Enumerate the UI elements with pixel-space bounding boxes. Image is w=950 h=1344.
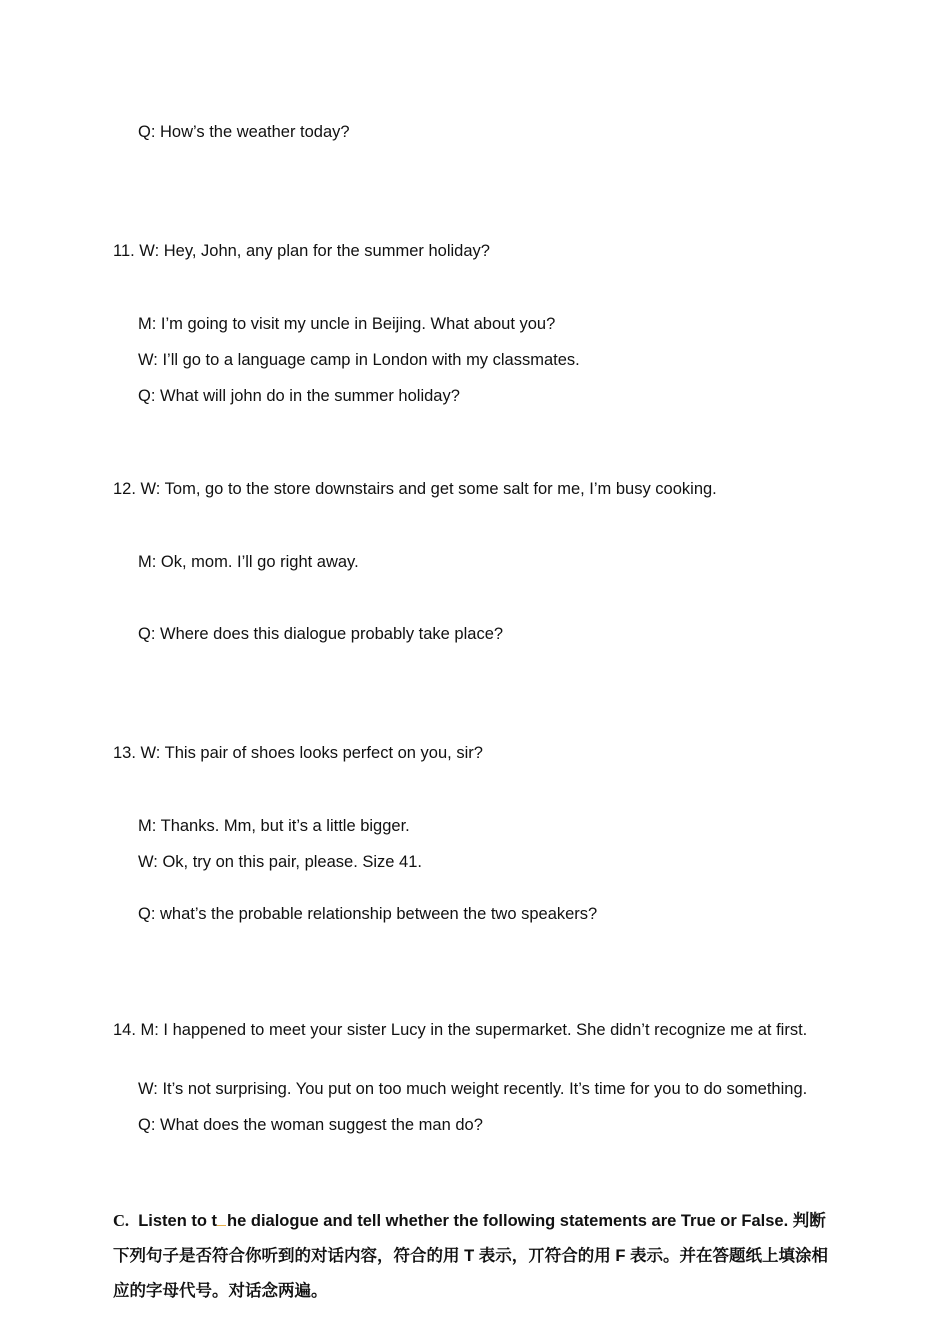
q12-woman-line: 12. W: Tom, go to the store downstairs and get some salt for me, I’m busy cooking.	[113, 480, 717, 498]
q11-man-line: M: I’m going to visit my uncle in Beijing. What about you?	[138, 315, 556, 333]
q10-question: Q: How’s the weather today?	[138, 123, 350, 141]
section-c-letter: C.	[113, 1211, 130, 1230]
section-c-text-a: Listen to t	[138, 1212, 218, 1230]
q13-woman-line-2: W: Ok, try on this pair, please. Size 41.	[138, 853, 422, 871]
q13-question: Q: what’s the probable relationship between the two speakers?	[138, 905, 598, 923]
q13-woman-line: 13. W: This pair of shoes looks perfect on you, sir?	[113, 744, 483, 762]
q12-man-line: M: Ok, mom. I’ll go right away.	[138, 553, 359, 571]
q11-question: Q: What will john do in the summer holiday?	[138, 387, 460, 405]
q14-question: Q: What does the woman suggest the man do?	[138, 1116, 483, 1134]
q11-woman-line-2: W: I’ll go to a language camp in London with my classmates.	[138, 351, 580, 369]
q12-question: Q: Where does this dialogue probably take place?	[138, 625, 504, 643]
section-c-text-b: he dialogue and tell whether the following statements are True or False. 判断下列句子是否符合你听到的对话内容，符合的用 T 表示，丌符合的用 F 表示。并在答题纸上填涂相应的字母代号。对话念两遍。	[113, 1212, 828, 1300]
q14-woman-line: W: It’s not surprising. You put on too much weight recently. It’s time for you to do something.	[138, 1080, 808, 1098]
q13-man-line: M: Thanks. Mm, but it’s a little bigger.	[138, 817, 410, 835]
section-c-instructions	[113, 1203, 833, 1309]
text-cursor-icon	[217, 1211, 226, 1226]
q11-woman-line: 11. W: Hey, John, any plan for the summer holiday?	[113, 242, 490, 260]
q14-man-line: 14. M: I happened to meet your sister Lucy in the supermarket. She didn’t recognize me at first.	[113, 1021, 808, 1039]
